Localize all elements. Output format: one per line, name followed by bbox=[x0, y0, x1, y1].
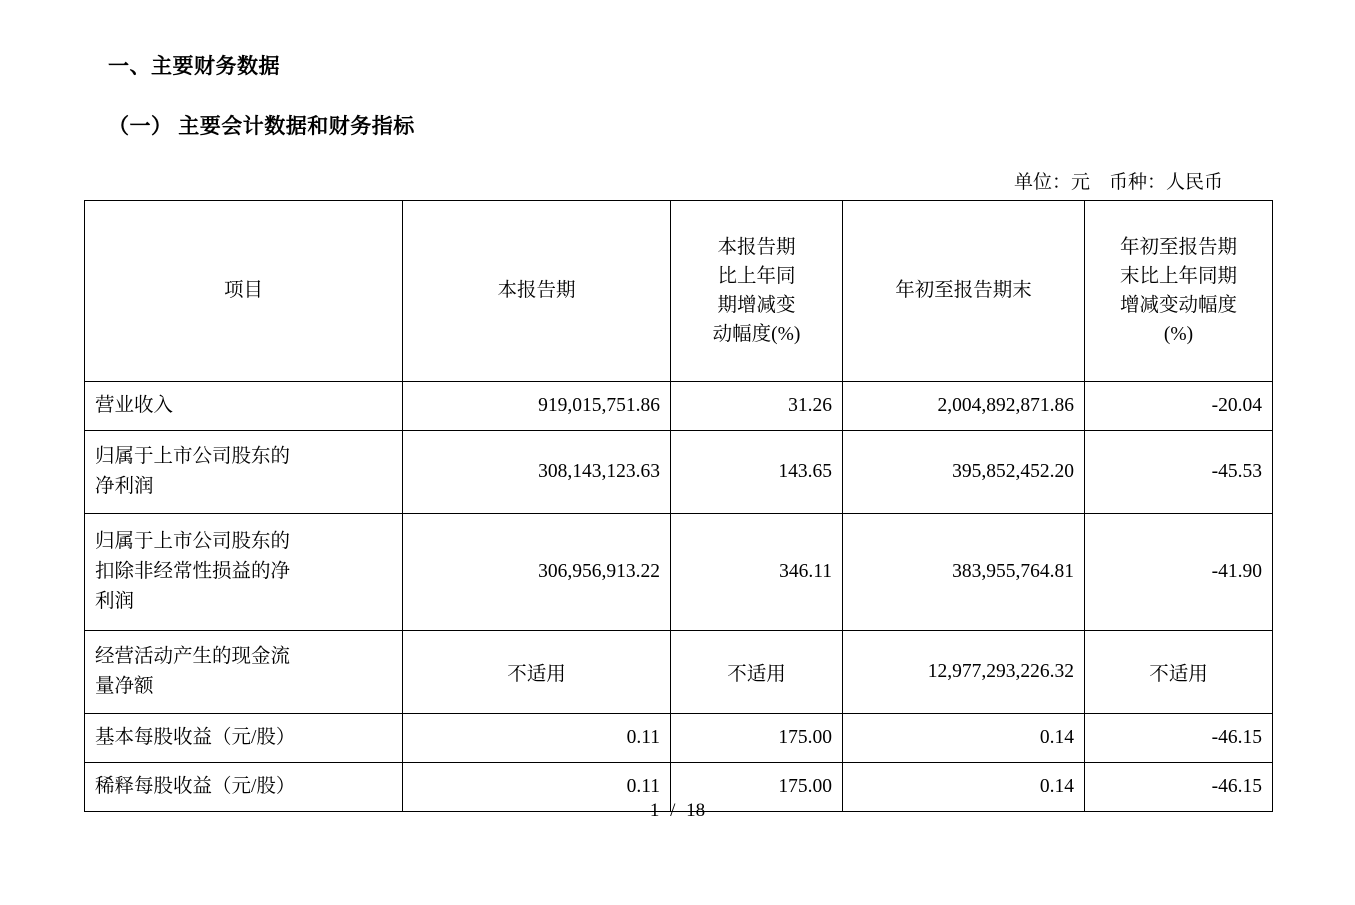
table-row bbox=[85, 431, 1273, 514]
cell-period-change: 175.00 bbox=[671, 763, 843, 812]
cell-ytd: 383,955,764.81 bbox=[843, 514, 1085, 631]
table-row bbox=[85, 382, 1273, 431]
item-line: 基本每股收益（元/股） bbox=[95, 726, 296, 748]
table-header-row bbox=[85, 201, 1273, 382]
footer-total-pages: 18 bbox=[686, 800, 706, 821]
cell-ytd: 12,977,293,226.32 bbox=[843, 631, 1085, 714]
cell-ytd-change: -41.90 bbox=[1085, 514, 1273, 631]
cell-current-period: 919,015,751.86 bbox=[403, 382, 671, 431]
cell-ytd: 2,004,892,871.86 bbox=[843, 382, 1085, 431]
unit-currency-note: 单位：元 币种：人民币 bbox=[1013, 172, 1223, 193]
header-line: 年初至报告期 bbox=[1119, 236, 1237, 258]
cell-period-change: 175.00 bbox=[671, 714, 843, 763]
row-item-label bbox=[85, 431, 403, 514]
item-line: 归属于上市公司股东的 bbox=[95, 445, 291, 467]
column-header-ytd: 年初至报告期末 bbox=[843, 201, 1085, 382]
column-header-ytd-change bbox=[1085, 201, 1273, 382]
cell-current-period: 306,956,913.22 bbox=[403, 514, 671, 631]
cell-ytd-change: -45.53 bbox=[1085, 431, 1273, 514]
item-line: 扣除非经常性损益的净 bbox=[95, 560, 291, 582]
row-item-label bbox=[85, 714, 403, 763]
table-body bbox=[85, 382, 1273, 812]
cell-period-change: 31.26 bbox=[671, 382, 843, 431]
item-line: 利润 bbox=[95, 591, 135, 613]
cell-current-period: 不适用 bbox=[403, 631, 671, 714]
item-line: 归属于上市公司股东的 bbox=[95, 530, 291, 552]
cell-ytd: 0.14 bbox=[843, 763, 1085, 812]
header-line: 比上年同 bbox=[717, 265, 796, 287]
header-line: 动幅度(%) bbox=[712, 324, 801, 346]
cell-period-change: 143.65 bbox=[671, 431, 843, 514]
header-line: 增减变动幅度 bbox=[1119, 295, 1237, 316]
column-header-current-period: 本报告期 bbox=[403, 201, 671, 382]
financial-summary-table bbox=[84, 200, 1273, 812]
item-line: 稀释每股收益（元/股） bbox=[95, 775, 296, 797]
column-header-period-change bbox=[671, 201, 843, 382]
table-row bbox=[85, 714, 1273, 763]
cell-ytd-change: -46.15 bbox=[1085, 714, 1273, 763]
header-line: 本报告期 bbox=[717, 236, 796, 258]
item-line: 营业收入 bbox=[95, 394, 174, 416]
page-footer bbox=[0, 800, 1355, 822]
section-heading-accounting-data: （一） 主要会计数据和财务指标 bbox=[108, 114, 415, 138]
table-row bbox=[85, 514, 1273, 631]
table-row bbox=[85, 631, 1273, 714]
cell-period-change: 不适用 bbox=[671, 631, 843, 714]
header-line: 末比上年同期 bbox=[1119, 265, 1237, 287]
section-heading-main-financial-data: 一、主要财务数据 bbox=[108, 54, 280, 78]
item-line: 经营活动产生的现金流 bbox=[95, 645, 291, 667]
header-line: (%) bbox=[1163, 324, 1194, 346]
cell-ytd: 0.14 bbox=[843, 714, 1085, 763]
row-item-label bbox=[85, 631, 403, 714]
footer-separator: / bbox=[670, 800, 676, 821]
cell-ytd-change: 不适用 bbox=[1085, 631, 1273, 714]
row-item-label bbox=[85, 514, 403, 631]
table-header bbox=[85, 201, 1273, 382]
cell-current-period: 0.11 bbox=[403, 763, 671, 812]
cell-ytd-change: -46.15 bbox=[1085, 763, 1273, 812]
footer-current-page: 1 bbox=[649, 800, 660, 821]
item-line: 量净额 bbox=[95, 676, 154, 697]
header-line: 期增减变 bbox=[717, 295, 796, 316]
cell-current-period: 308,143,123.63 bbox=[403, 431, 671, 514]
cell-ytd: 395,852,452.20 bbox=[843, 431, 1085, 514]
cell-period-change: 346.11 bbox=[671, 514, 843, 631]
cell-current-period: 0.11 bbox=[403, 714, 671, 763]
column-header-item: 项目 bbox=[85, 201, 403, 382]
cell-ytd-change: -20.04 bbox=[1085, 382, 1273, 431]
item-line: 净利润 bbox=[95, 476, 154, 497]
row-item-label bbox=[85, 382, 403, 431]
